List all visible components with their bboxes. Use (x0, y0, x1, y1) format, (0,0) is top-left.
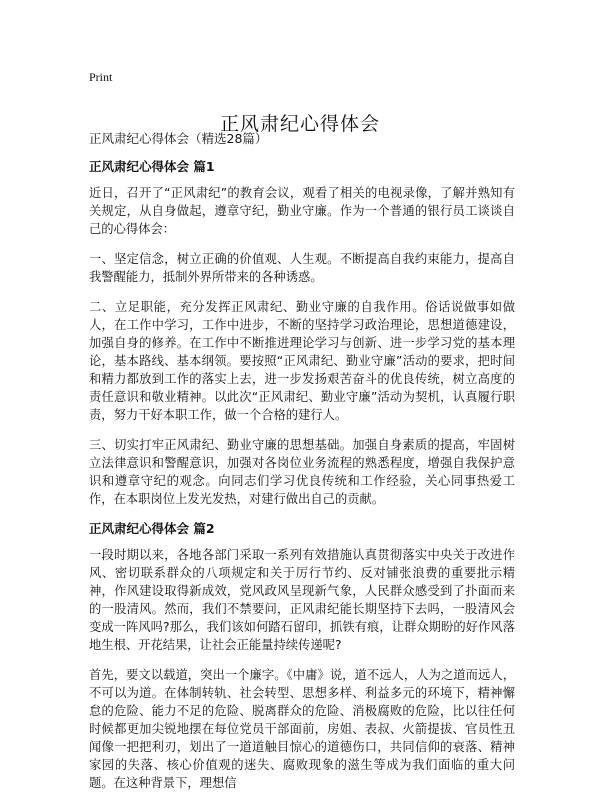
print-link[interactable]: Print (89, 70, 113, 84)
section-heading: 正风肃纪心得体会 篇1 (89, 159, 215, 174)
paragraph: 首先，要文以载道，突出一个廉字。《中庸》说，道不远人，人为之道而远人，不可以为道。在体制转轨、社会转型、思想多样、利益多元的环境下，精神懈怠的危险、能力不足的危险、脱离群众的危险、消极腐败的危险，比以往任何时候都更加尖锐地摆在每位党员干部面前，房姐、表叔、火箭提拔、官员性丑闻像一把把利刃，划出了一道道触目惊心的道德伤口，共同信仰的衰落、精神家园的失落、核心价值观的迷失、腐败现象的滋生等成为我们面临的重大问题。在这种背景下，理想信 (89, 668, 515, 790)
section-heading: 正风肃纪心得体会 篇2 (89, 521, 215, 536)
page-title: 正风肃纪心得体会 (219, 112, 380, 135)
paragraph: 近日，召开了“正风肃纪”的教育会议，观看了相关的电视录像，了解并熟知有关规定，从自身做起，遵章守纪，勤业守廉。作为一个普通的银行员工谈谈自己的心得体会： (89, 186, 515, 236)
document-subtitle: 正风肃纪心得体会（精选28篇） (89, 131, 268, 146)
paragraph: 一段时期以来，各地各部门采取一系列有效措施认真贯彻落实中央关于改进作风、密切联系群众的八项规定和关于厉行节约、反对铺张浪费的重要批示精神，作风建设取得新成效，党风政风呈现新气象，人民群众感受到了扑面而来的一股清风。然而，我们不禁要问，正风肃纪能长期坚持下去吗，一股清风会变成一阵风吗?那么，我们该如何踏石留印，抓铁有痕，让群众期盼的好作风落地生根、开花结果，让社会正能量持续传递呢? (89, 548, 515, 652)
paragraph: 二、立足职能，充分发挥正风肃纪、勤业守廉的自我作用。俗话说做事如做人，在工作中学习，工作中进步，不断的坚持学习政治理论，思想道德建设，加强自身的修养。在工作中不断推进理论学习与创新、进一步学习党的基本理论，基本路线、基本纲领。要按照“正风肃纪、勤业守廉”活动的要求，把时间和精力都放到工作的落实上去，进一步发扬艰苦奋斗的优良传统，树立高度的责任意识和敬业精神。以此次“正风肃纪、勤业守廉”活动为契机，认真履行职责，努力干好本职工作，做一个合格的建行人。 (89, 300, 515, 422)
document-body (89, 130, 515, 804)
paragraph: 三、切实打牢正风肃纪、勤业守廉的思想基础。加强自身素质的提高，牢固树立法律意识和警醒意识，加强对各岗位业务流程的熟悉程度，增强自我保护意识和遵章守纪的观念。向同志们学习优良传统和工作经验，关心同事热爱工作，在本职岗位上发光发热，对建行做出自己的贡献。 (89, 438, 515, 506)
section-1 (89, 158, 515, 508)
section-2 (89, 520, 515, 792)
paragraph: 一、坚定信念，树立正确的价值观、人生观。不断提高自我约束能力，提高自我警醒能力，抵制外界所带来的各种诱惑。 (89, 252, 515, 284)
